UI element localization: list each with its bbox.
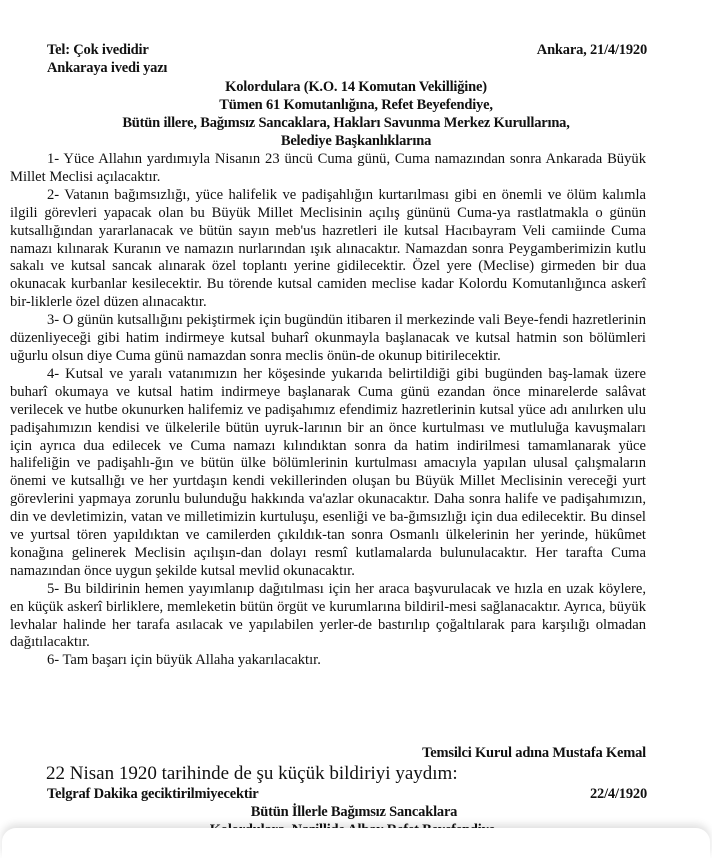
paragraph-1: 1- Yüce Allahın yardımıyla Nisanın 23 üncü Cuma günü, Cuma namazından sonra Ankarada Büyük Millet Meclisi açılacaktır.	[10, 151, 646, 185]
addressee-line: Tümen 61 Komutanlığına, Refet Beyefendiye,	[219, 97, 493, 113]
narration-line: 22 Nisan 1920 tarihinde de şu küçük bildiriyi yaydım:	[46, 763, 458, 784]
paragraph-6: 6- Tam başarı için büyük Allaha yakarılacaktır.	[47, 652, 321, 669]
telegram-subline: Ankaraya ivedi yazı	[47, 60, 168, 76]
bottom-sheet-edge	[2, 828, 710, 858]
paragraph-5: 5- Bu bildirinin hemen yayımlanıp dağıtılması için her araca başvurulacak ve hızla en uzak köylere, en küçük askerî birliklere, memleketin bütün örgüt ve kurumlarına bildiril-mesi sağlanacaktır. Ayrıca, büyük levhalar halinde her tarafa asılacak ve yapılabilen yerler-de bastırılıp çoğaltılarak para karşılığı olmadan dağıtılacaktır.	[10, 580, 646, 651]
addressee-line: Bütün illere, Bağımsız Sancaklara, Hakları Savunma Merkez Kurullarına,	[122, 115, 570, 131]
second-telegram-urgency: Telgraf Dakika geciktirilmiyecektir	[47, 786, 259, 802]
addressee-line: Belediye Başkanlıklarına	[280, 133, 432, 149]
telegram-header-row	[47, 41, 647, 59]
paragraph-4: 4- Kutsal ve yaralı vatanımızın her köşesinde yukarıda belirtildiği gibi bugünden baş-lamak üzere buharî okumaya ve kutsal hatim indirmeye başlanarak Cuma günü ezandan önce minarelerde salâvat verilecek ve hutbe okunurken halifemiz ve padişahımız efendimiz hazretlerinin kutsal yüce adı anılırken ulu padişahımızın kendisi ve ülkelerile bütün uyruk-larının bir an önce kurtulması ve mutluluğa kavuşmaları için ayrıca dua edilecek ve Cuma namazı kılındıktan sonra da hatim indirilmesi tamamlanarak yüce halifeliğin ve padişahlı-ğın ve bütün ülke bölümlerinin kurtulması amacıyla yapılan ulusal çalışmaların önemi ve kutsallığı ve her yurtdaşın kendi vekillerinden oluşan bu Büyük Millet Meclisinin vereceği yurt görevlerini yapmaya zorunlu bulunduğu hakkında va'azlar okunacaktır. Daha sonra halife ve padişahımızın, din ve devletimizin, vatan ve milletimizin kurtuluşu, esenliği ve ba-ğımsızlığı için dua edilecektir. Bu dinsel ve yurtsal tören yapıldıktan ve camilerden çıkıldık-tan sonra Osmanlı ülkelerinin her yerinde, hükûmet konağına gelinerek Meclisin açılışın-dan dolayı resmî kutlamalarda bulunulacaktır. Her tarafta Cuma namazından önce uygun şekilde kutsal mevlid okunacaktır.	[10, 365, 646, 579]
second-telegram-date: 22/4/1920	[589, 786, 647, 802]
paragraph-3: 3- O günün kutsallığını pekiştirmek için bugündün itibaren il merkezinde vali Beye-fendi hazretlerinin düzenliyeceği gibi hatim indirmeye kutsal buharî okunmayla başlanacak ve kutsal hatmin son bölümleri uğurlu olsun diye Cuma günü namazdan sonra meclis önün-de okunup bitirilecektir.	[10, 312, 646, 364]
telegram-urgency: Tel: Çok ivedidir	[47, 42, 149, 58]
telegram-place-date: Ankara, 21/4/1920	[536, 42, 647, 58]
paragraph-2: 2- Vatanın bağımsızlığı, yüce halifelik ve padişahlığın kurtarılması gibi en önemli ve ölüm kalımla ilgili görevleri yapacak olan bu Büyük Millet Meclisinin açılış gününü Cuma-ya rastlatmakla o günün kutsallığından yararlanacak ve bütün sayın meb'us hazretleri ile kutsal Hacıbayram Veli camiinde Cuma namazı kılınarak Kuranın ve namazın nurlarından ışık alınacaktır. Namazdan sonra Peygamberimizin kutlu sakalı ve kutsal sancak alınarak özel toplantı yerine gidilecektir. Özel yere (Meclise) girmeden bir dua okunacak kurbanlar kesilecektir. Bu törende kutsal camiden meclise kadar Kolordu Komutanlığınca askerî bir-liklerle özel düzen alınacaktır.	[10, 186, 646, 311]
second-telegram-header-row	[47, 785, 647, 803]
addressee-line: Kolordulara (K.O. 14 Komutan Vekilliğine)	[225, 79, 487, 95]
signature: Temsilci Kurul adına Mustafa Kemal	[422, 745, 646, 761]
second-addressee-line: Bütün İllerle Bağımsız Sancaklara	[250, 804, 458, 820]
telegram-body	[10, 151, 646, 670]
